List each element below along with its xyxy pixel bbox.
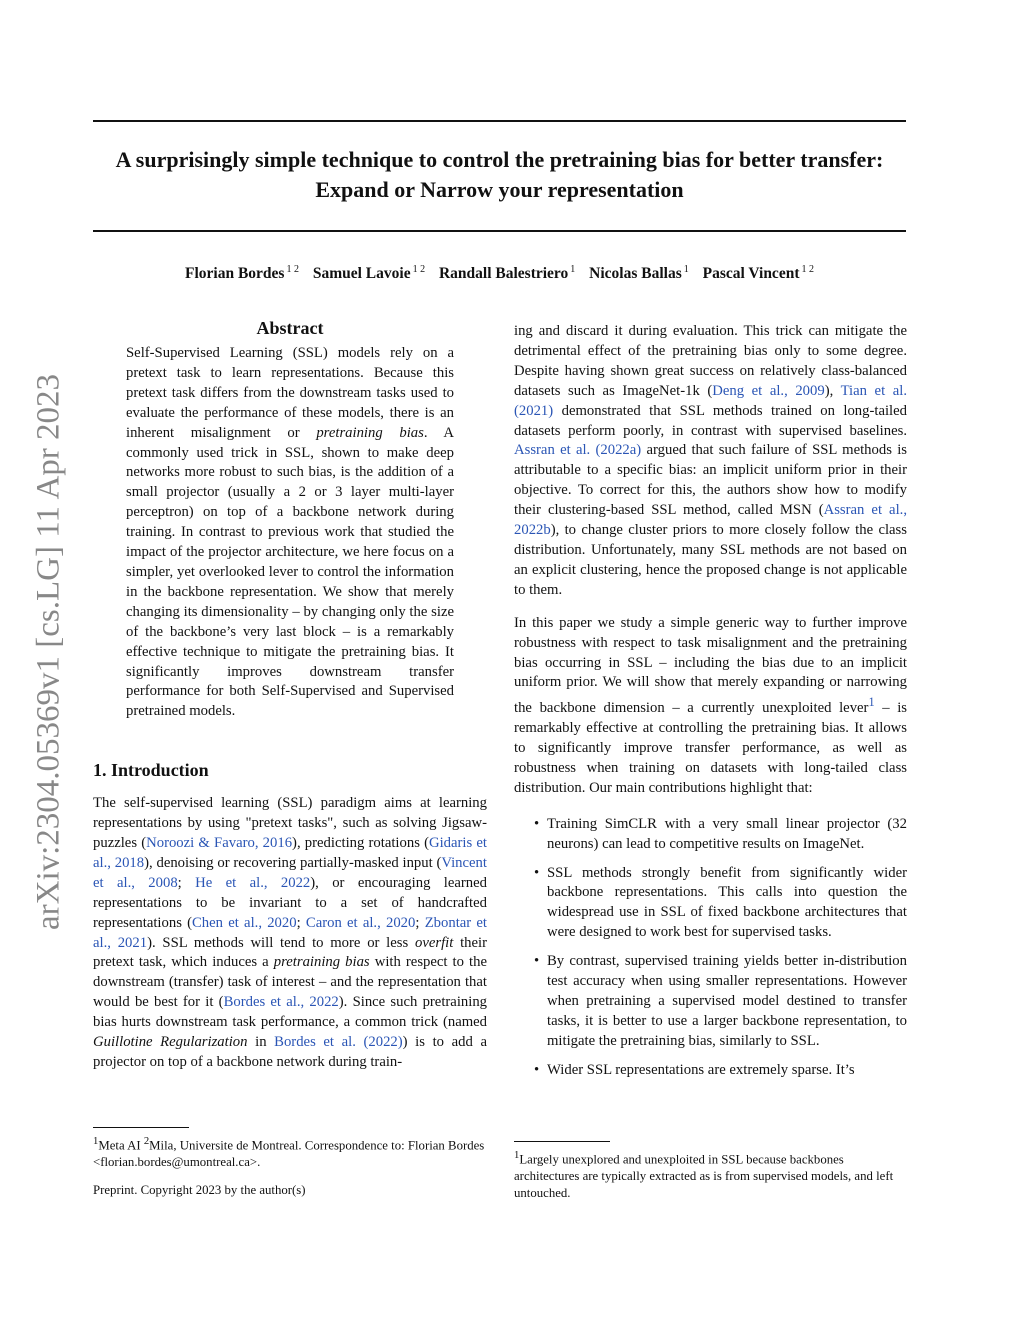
footnote-rule (514, 1141, 610, 1142)
bullet-icon: • (534, 953, 540, 970)
citation-link[interactable]: Noroozi & Favaro, 2016 (146, 835, 293, 852)
body-paragraph: In this paper we study a simple generic way to further improve robustness with respect to task misalignment and the pretraining bias occurring in SSL – including the bias due to an implicit uniform prior. We will show that merely expanding or narrowing the backbone dimension – a currently unexploited lever$^1$ – is remarkably effective at controlling the pretraining bias. It allows to significantly improve transfer performance, as well as robustness when training on datasets with long-tailed class distribution. Our main contributions highlight that: (514, 614, 907, 796)
citation-link[interactable]: Chen et al., 2020 (192, 914, 297, 931)
paper-title: A surprisingly simple technique to control the pretraining bias for better transfer: Expand or Narrow your representation (115, 147, 884, 202)
list-item: • Training SimCLR with a very small linear projector (32 neurons) can lead to competitive results on ImageNet. (534, 815, 907, 852)
citation-link[interactable]: Assran et al. (2022a) (514, 442, 642, 459)
abstract-body: Self-Supervised Learning (SSL) models rely on a pretext task to learn representations. Because this pretext task differs from the downstream tasks used to evaluate the performance of these models, there is an inherent misalignment or pretraining bias. A commonly used trick in SSL, shown to make deep networks more robust to such bias, is the addition of a small projector (usually a 2 or 3 layer multi-layer perceptron) on top of a backbone network during training. In contrast to previous work that studied the impact of the projector architecture, we here focus on a simpler, yet overlooked lever to control the information in the backbone representation. We show that merely changing its dimensionality – by changing only the size of the backbone’s very last block – is a remarkably effective technique to mitigate the pretraining bias. It significantly improves downstream transfer performance for both Self-Supervised and Supervised pretrained models. (126, 345, 454, 720)
right-column (514, 322, 907, 1090)
section-heading-introduction: 1. Introduction (93, 760, 209, 781)
citation-link[interactable]: Vincent et al., 2008 (93, 854, 487, 891)
author: Randall Balestriero $^1$ (438, 264, 576, 283)
list-item: • SSL methods strongly benefit from significantly wider backbone representations. This calls into question the widespread use in SSL of fixed backbone architectures that were designed to work best for supervised tasks. (534, 864, 907, 941)
author-list (93, 264, 906, 283)
intro-paragraph: The self-supervised learning (SSL) paradigm aims at learning representations by using "pretext tasks", such as solving Jigsaw-puzzles (Noroozi & Favaro, 2016), predicting rotations (Gidaris et al., 2018), denoising or recovering partially-masked input (Vincent et al., 2008; He et al., 2022), or encouraging learned representations to be invariant to a set of handcrafted representations (Chen et al., 2020; Caron et al., 2020; Zbontar et al., 2021). SSL methods will tend to more or less overfit their pretext task, which induces a pretraining bias with respect to the downstream (transfer) task of interest – and the representation that would be best for it (Bordes et al., 2022). Since such pretraining bias hurts downstream task performance, a common trick (named Guillotine Regularization in Bordes et al. (2022)) is to add a projector on top of a backbone network during train- (93, 795, 488, 1070)
contributions-list (514, 815, 907, 1081)
bullet-icon: • (534, 1061, 540, 1078)
bullet-icon: • (534, 815, 540, 832)
citation-link[interactable]: Bordes et al. (2022) (274, 1034, 403, 1051)
citation-link[interactable]: He et al., 2022 (195, 874, 311, 891)
left-column (93, 316, 487, 1073)
citation-link[interactable]: Zbontar et al., 2021 (93, 914, 487, 951)
citation-link[interactable]: Caron et al., 2020 (305, 914, 416, 931)
author: Samuel Lavoie $^{1 2}$ (312, 264, 426, 283)
list-item: • By contrast, supervised training yields better in-distribution test accuracy when using smaller representations. However when pretraining a supervised model destined to transfer tasks, it is better to use a larger backbone representation, to mitigate the pretraining bias, similarly to SSL. (534, 953, 907, 1049)
body-paragraph: ing and discard it during evaluation. This trick can mitigate the detrimental effect of the pretraining bias only to some degree. Despite having shown great success on relatively class-balanced datasets such as ImageNet-1k (Deng et al., 2009), Tian et al. (2021) demonstrated that SSL methods trained on long-tailed datasets perform poorly, in contrast with supervised baselines. Assran et al. (2022a) argued that such failure of SSL methods is attributable to a specific bias: an implicit uniform prior in their objective. To correct for this, the authors show how to modify their clustering-based SSL method, called MSN (Assran et al., 2022b), to change cluster priors to more closely follow the class distribution. Unfortunately, many SSL methods are not based on an explicit clustering, hence the proposed change is not applicable to them. (514, 323, 907, 598)
bullet-icon: • (534, 864, 540, 881)
citation-link[interactable]: Gidaris et al., 2018 (93, 835, 487, 871)
footnote-marker[interactable]: 1 (868, 695, 875, 710)
citation-link[interactable]: Bordes et al., 2022 (223, 994, 339, 1011)
top-rule (93, 120, 906, 122)
citation-link[interactable]: Assran et al., 2022b (514, 502, 907, 539)
affiliation-footnote: $^1$Meta AI $^2$Mila, Universite de Montreal. Correspondence to: Florian Bordes <florian.bordes@umontreal.ca>. (93, 1127, 487, 1171)
author: Pascal Vincent $^{1 2}$ (702, 264, 814, 283)
footnote-rule (93, 1127, 189, 1128)
citation-link[interactable]: Tian et al. (2021) (514, 382, 907, 419)
title-bottom-rule (93, 230, 906, 232)
author: Nicolas Ballas $^1$ (589, 264, 689, 283)
abstract-heading: Abstract (256, 318, 324, 338)
footnote-1: $^1$Largely unexplored and unexploited in SSL because backbones architectures are typically extracted as is from supervised models, and left untouched. (514, 1141, 907, 1202)
list-item: • Wider SSL representations are extremely sparse. It’s (514, 1061, 907, 1081)
preprint-notice: Preprint. Copyright 2023 by the author(s) (93, 1183, 306, 1197)
citation-link[interactable]: Deng et al., 2009 (712, 382, 825, 399)
author: Florian Bordes $^{1 2}$ (185, 264, 299, 283)
